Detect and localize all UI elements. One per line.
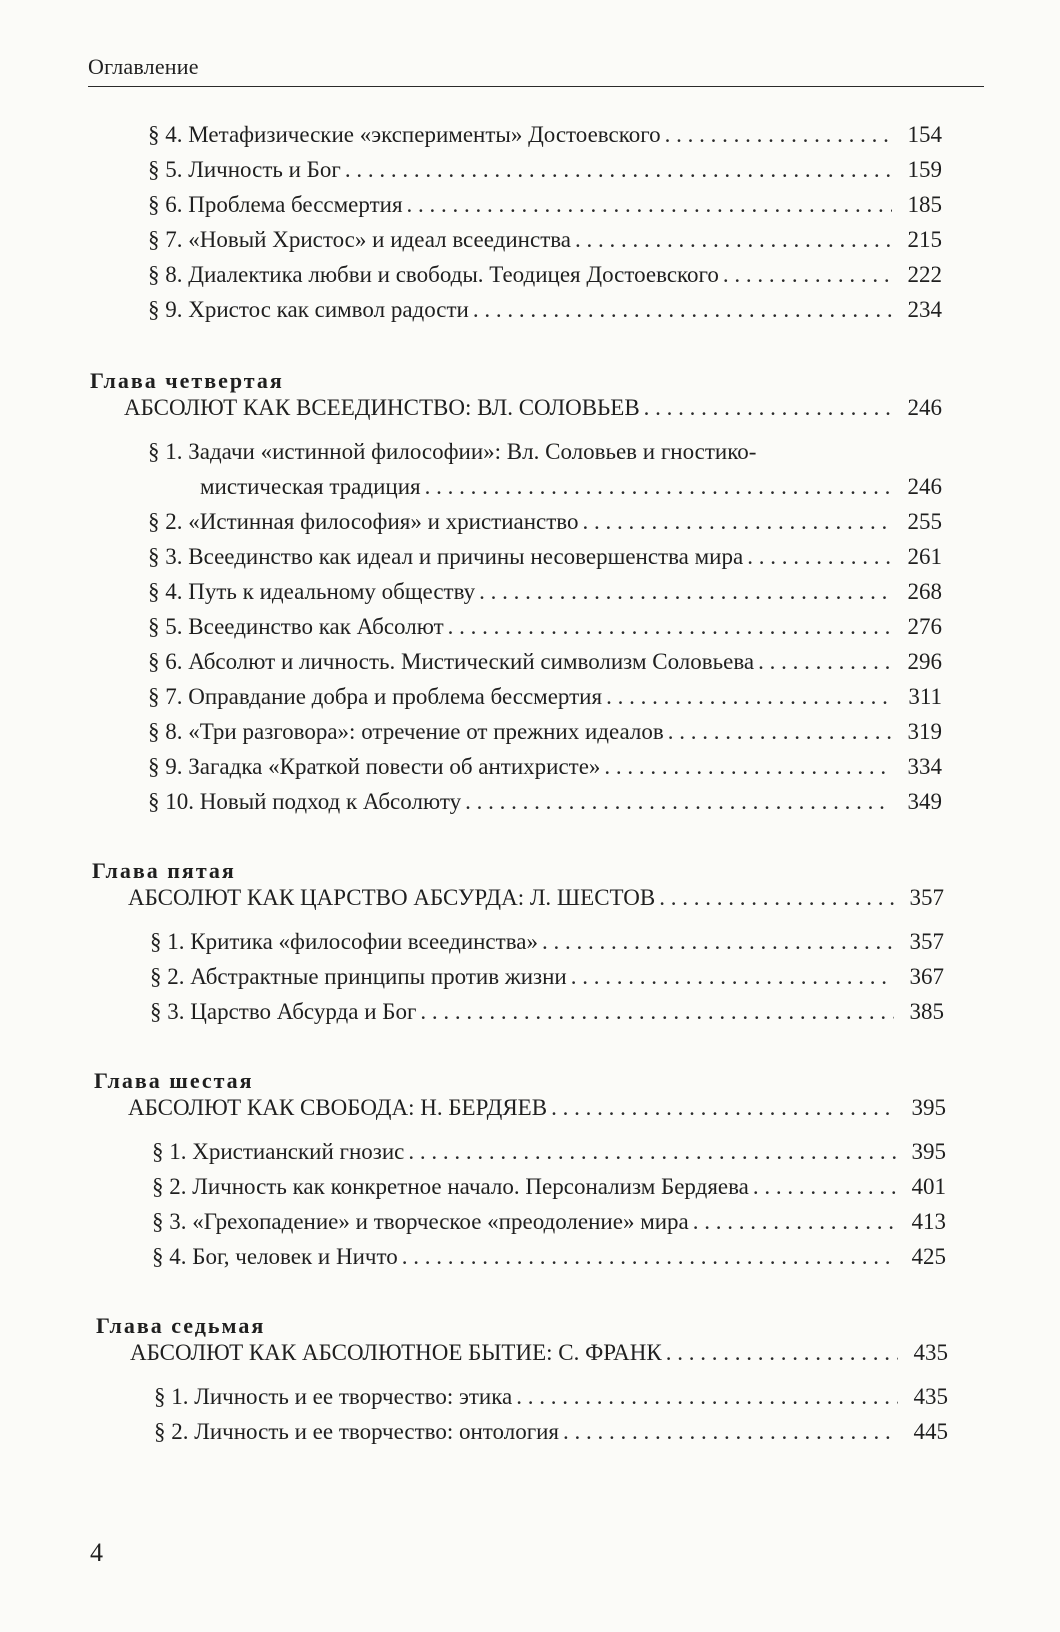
toc-entry[interactable] [148,437,942,467]
leader-dots [473,295,892,325]
chapter-page: 246 [907,395,942,420]
chapter-title: АБСОЛЮТ КАК ВСЕЕДИНСТВО: ВЛ. СОЛОВЬЕВ [124,395,640,420]
toc-entry-page: 385 [909,999,944,1024]
leader-dots [465,787,892,817]
header-rule [88,86,984,87]
leader-dots [747,542,892,572]
leader-dots [723,260,892,290]
toc-entry[interactable] [152,1137,946,1167]
toc-entry[interactable] [148,190,942,220]
running-head: Оглавление [88,54,199,79]
toc-entry-title: § 4. Путь к идеальному обществу [148,579,476,604]
toc-entry-page: 234 [907,297,942,322]
toc-entry-page: 268 [907,579,942,604]
toc-entry-page: 215 [907,227,942,252]
toc-entry-title: § 1. Задачи «истинной философии»: Вл. Соловьев и гностико- [148,439,757,464]
toc-entry-title: § 3. Всеединство как идеал и причины несовершенства мира [148,544,744,569]
toc-entry-page: 435 [913,1384,948,1409]
chapter-page: 435 [913,1340,948,1365]
toc-entry-title: § 9. Загадка «Краткой повести об антихристе» [148,754,601,779]
toc-entry[interactable] [152,1207,946,1237]
toc-entry-title: § 5. Личность и Бог [148,157,341,182]
toc-entry-page: 255 [907,509,942,534]
toc-entry-page: 276 [907,614,942,639]
toc-entry-page: 413 [911,1209,946,1234]
chapter-title-entry[interactable] [128,1093,946,1123]
leader-dots [666,1338,898,1368]
toc-entry-title: § 2. Абстрактные принципы против жизни [150,964,567,989]
leader-dots [563,1417,898,1447]
toc-entry[interactable] [154,1382,948,1412]
leader-dots [606,682,892,712]
toc-entry[interactable] [148,260,942,290]
leader-dots [542,927,894,957]
toc-entry[interactable] [148,717,942,747]
toc-entry-page: 395 [911,1139,946,1164]
toc-entry-continuation[interactable] [200,472,942,502]
toc-entry[interactable] [148,577,942,607]
toc-entry-title: § 7. Оправдание добра и проблема бессмертия [148,684,603,709]
toc-entry[interactable] [148,155,942,185]
toc-entry-title: § 1. Христианский гнозис [152,1139,405,1164]
toc-entry[interactable] [148,787,942,817]
chapter-title-entry[interactable] [130,1338,948,1368]
toc-entry-title: § 3. «Грехопадение» и творческое «преодоление» мира [152,1209,689,1234]
toc-entry-page: 222 [907,262,942,287]
toc-entry-title: § 9. Христос как символ радости [148,297,469,322]
leader-dots [408,1137,896,1167]
toc-entry-title: § 8. Диалектика любви и свободы. Теодицея Достоевского [148,262,719,287]
leader-dots [659,883,894,913]
toc-entry-page: 357 [909,929,944,954]
toc-entry-title: § 1. Критика «философии всеединства» [150,929,538,954]
toc-entry-title: § 10. Новый подход к Абсолюту [148,789,462,814]
leader-dots [571,962,894,992]
toc-entry-page: 154 [907,122,942,147]
toc-entry[interactable] [152,1172,946,1202]
toc-entry-title: § 1. Личность и ее творчество: этика [154,1384,513,1409]
toc-entry-page: 319 [907,719,942,744]
leader-dots [448,612,892,642]
leader-dots [758,647,892,677]
toc-entry[interactable] [150,997,944,1027]
toc-entry-title: § 8. «Три разговора»: отречение от прежних идеалов [148,719,664,744]
leader-dots [345,155,892,185]
leader-dots [665,120,892,150]
chapter-page: 357 [909,885,944,910]
toc-entry-title: мистическая традиция [200,474,421,499]
toc-entry[interactable] [148,507,942,537]
leader-dots [407,190,892,220]
toc-entry-title: § 2. «Истинная философия» и христианство [148,509,579,534]
toc-entry-page: 311 [908,684,942,709]
leader-dots [604,752,892,782]
chapter-title-entry[interactable] [124,393,942,423]
toc-entry-page: 425 [911,1244,946,1269]
chapter-label: Глава пятая [92,858,236,883]
toc-entry-page: 349 [907,789,942,814]
toc-entry-page: 401 [911,1174,946,1199]
toc-entry-page: 261 [907,544,942,569]
toc-entry[interactable] [150,927,944,957]
toc-entry[interactable] [148,542,942,572]
toc-entry-title: § 6. Абсолют и личность. Мистический символизм Соловьева [148,649,755,674]
chapter-title: АБСОЛЮТ КАК СВОБОДА: Н. БЕРДЯЕВ [128,1095,548,1120]
toc-entry[interactable] [148,682,942,712]
leader-dots [583,507,892,537]
leader-dots [551,1093,896,1123]
toc-entry[interactable] [148,612,942,642]
leader-dots [693,1207,896,1237]
toc-entry-title: § 5. Всеединство как Абсолют [148,614,444,639]
chapter-label: Глава седьмая [96,1313,266,1338]
leader-dots [479,577,892,607]
toc-entry[interactable] [152,1242,946,1272]
page-number: 4 [90,1538,103,1567]
chapter-label: Глава шестая [94,1068,254,1093]
toc-entry-page: 185 [907,192,942,217]
leader-dots [644,393,892,423]
leader-dots [402,1242,896,1272]
chapter-title: АБСОЛЮТ КАК АБСОЛЮТНОЕ БЫТИЕ: С. ФРАНК [130,1340,662,1365]
toc-entry-title: § 7. «Новый Христос» и идеал всеединства [148,227,572,252]
toc-entry-title: § 6. Проблема бессмертия [148,192,403,217]
toc-entry[interactable] [148,225,942,255]
leader-dots [516,1382,898,1412]
toc-entry-title: § 4. Бог, человек и Ничто [152,1244,398,1269]
toc-entry-title: § 2. Личность как конкретное начало. Персонализм Бердяева [152,1174,749,1199]
toc-entry[interactable] [148,295,942,325]
toc-entry-page: 246 [907,474,942,499]
toc-entry-page: 159 [907,157,942,182]
leader-dots [575,225,892,255]
leader-dots [420,997,894,1027]
chapter-label: Глава четвертая [90,368,284,393]
toc-entry[interactable] [154,1417,948,1447]
leader-dots [668,717,892,747]
leader-dots [425,472,892,502]
toc-entry[interactable] [148,120,942,150]
toc-entry[interactable] [148,752,942,782]
toc-entry[interactable] [150,962,944,992]
toc-entry-title: § 4. Метафизические «эксперименты» Достоевского [148,122,661,147]
chapter-title: АБСОЛЮТ КАК ЦАРСТВО АБСУРДА: Л. ШЕСТОВ [128,885,656,910]
toc-entry[interactable] [148,647,942,677]
toc-entry-page: 445 [913,1419,948,1444]
leader-dots [753,1172,896,1202]
toc-entry-page: 296 [907,649,942,674]
toc-entry-page: 367 [909,964,944,989]
toc-entry-page: 334 [907,754,942,779]
toc-entry-title: § 3. Царство Абсурда и Бог [150,999,417,1024]
chapter-page: 395 [911,1095,946,1120]
chapter-title-entry[interactable] [128,883,944,913]
toc-entry-title: § 2. Личность и ее творчество: онтология [154,1419,560,1444]
